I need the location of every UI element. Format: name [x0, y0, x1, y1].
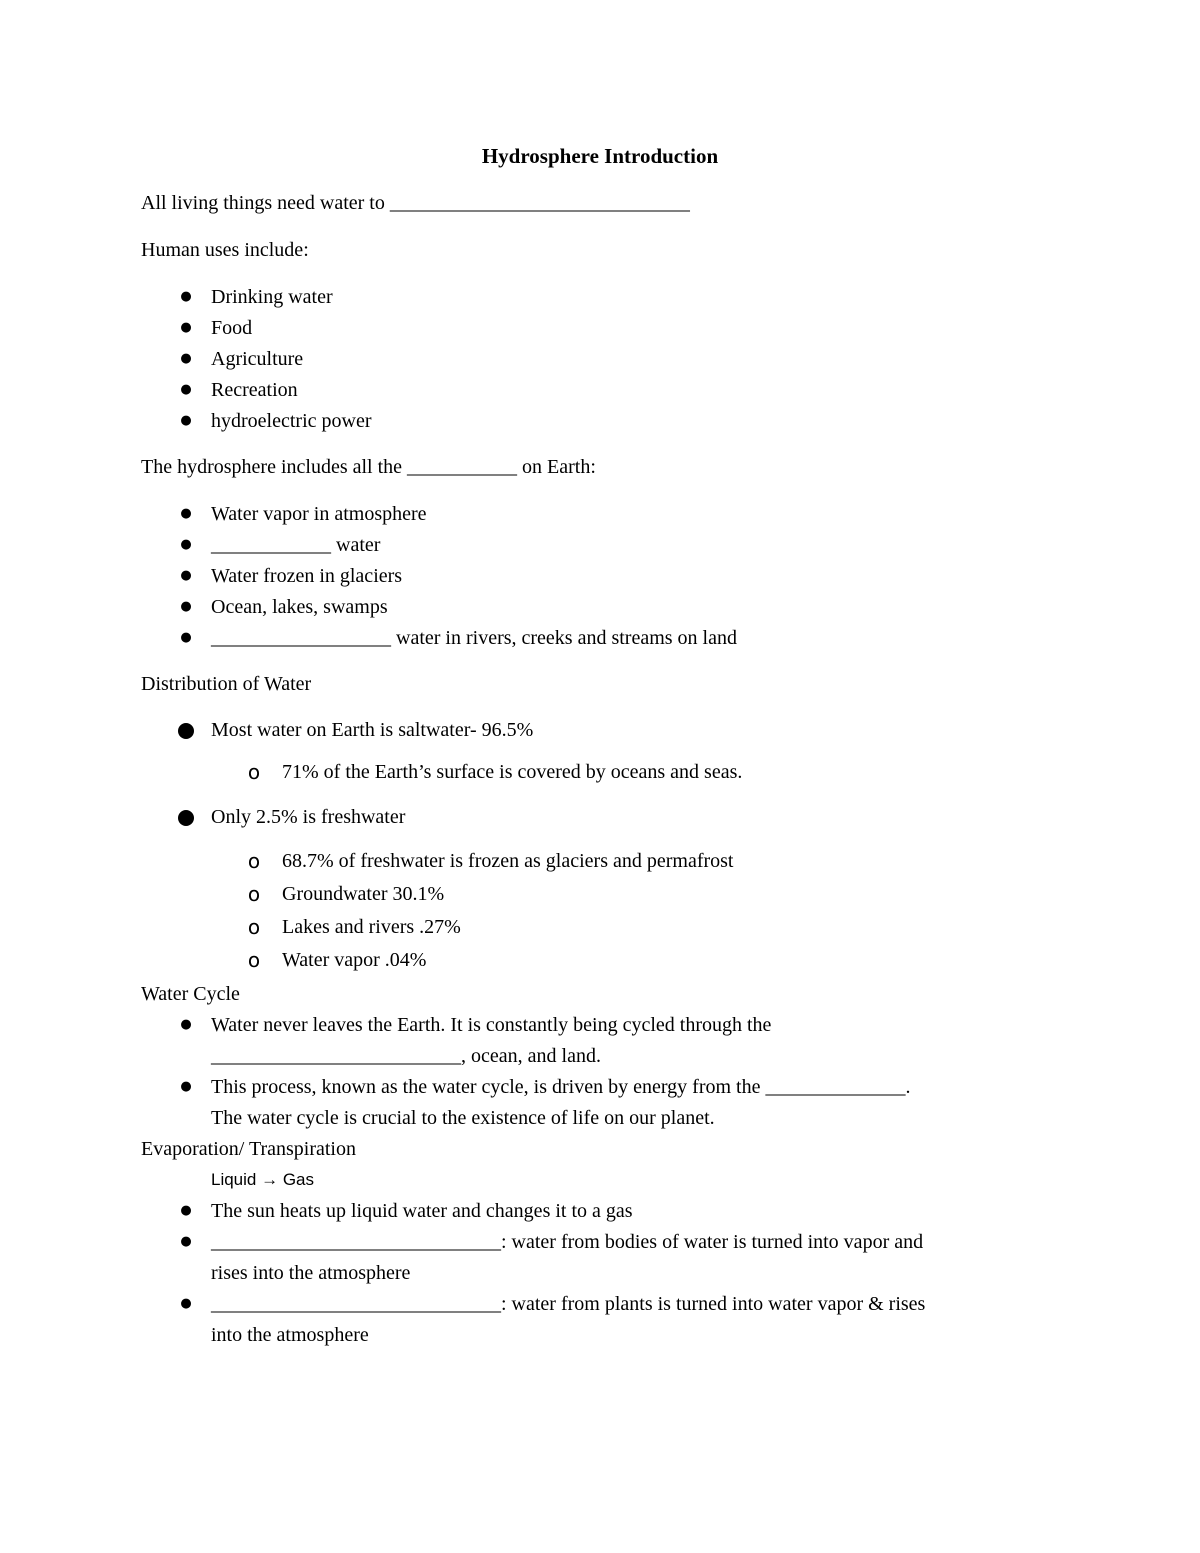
- bullet-icon: ●: [180, 1203, 192, 1218]
- bullet-icon: ●: [180, 599, 192, 614]
- hydrosphere-line: The hydrosphere includes all the ___________ on Earth:: [141, 456, 596, 478]
- list-item-line: Water never leaves the Earth. It is constantly being cycled through the: [211, 1014, 772, 1036]
- circle-bullet-icon: o: [247, 882, 261, 906]
- circle-bullet-icon: o: [247, 849, 261, 873]
- list-item: __________________ water in rivers, creeks and streams on land: [211, 627, 737, 649]
- circle-bullet-icon: o: [247, 915, 261, 939]
- bullet-icon: [176, 716, 196, 744]
- list-item: Most water on Earth is saltwater- 96.5%: [211, 719, 534, 741]
- list-item: ____________ water: [211, 534, 381, 556]
- bullet-icon: ●: [180, 413, 192, 428]
- list-item-line: into the atmosphere: [211, 1324, 369, 1346]
- list-item: Only 2.5% is freshwater: [211, 806, 406, 828]
- bullet-icon: ●: [180, 568, 192, 583]
- bullet-icon: [176, 803, 196, 831]
- bullet-icon: ●: [180, 630, 192, 645]
- list-item: Ocean, lakes, swamps: [211, 596, 388, 618]
- sub-list-item: 71% of the Earth’s surface is covered by oceans and seas.: [282, 761, 743, 783]
- list-item-line: _________________________, ocean, and land.: [211, 1045, 601, 1067]
- bullet-icon: ●: [180, 506, 192, 521]
- bullet-icon: ●: [180, 1079, 192, 1094]
- water-cycle-heading: Water Cycle: [141, 983, 240, 1005]
- bullet-icon: ●: [180, 289, 192, 304]
- bullet-icon: ●: [180, 1296, 192, 1311]
- list-item-line: The water cycle is crucial to the existence of life on our planet.: [211, 1107, 715, 1129]
- sub-list-item: Water vapor .04%: [282, 949, 427, 971]
- bullet-icon: ●: [180, 382, 192, 397]
- list-item: Food: [211, 317, 253, 339]
- list-item-line: rises into the atmosphere: [211, 1262, 411, 1284]
- page-title: Hydrosphere Introduction: [481, 144, 719, 168]
- bullet-icon: ●: [180, 351, 192, 366]
- list-item-line: This process, known as the water cycle, is driven by energy from the ______________.: [211, 1076, 911, 1098]
- list-item: Recreation: [211, 379, 298, 401]
- list-item-line: _____________________________: water from bodies of water is turned into vapor and: [211, 1231, 924, 1253]
- evaporation-heading: Evaporation/ Transpiration: [141, 1138, 356, 1160]
- sub-list-item: Groundwater 30.1%: [282, 883, 445, 905]
- circle-bullet-icon: o: [247, 760, 261, 784]
- list-item: hydroelectric power: [211, 410, 372, 432]
- bullet-icon: ●: [180, 1017, 192, 1032]
- intro-line-need-water: All living things need water to ______________________________: [141, 192, 690, 214]
- bullet-icon: ●: [180, 320, 192, 335]
- sub-list-item: 68.7% of freshwater is frozen as glaciers and permafrost: [282, 850, 734, 872]
- list-item: Agriculture: [211, 348, 304, 370]
- sub-list-item: Lakes and rivers .27%: [282, 916, 461, 938]
- distribution-heading: Distribution of Water: [141, 673, 312, 695]
- list-item-line: The sun heats up liquid water and changes it to a gas: [211, 1200, 633, 1222]
- list-item-line: _____________________________: water from plants is turned into water vapor & rises: [211, 1293, 926, 1315]
- list-item: Water frozen in glaciers: [211, 565, 403, 587]
- circle-bullet-icon: o: [247, 948, 261, 972]
- list-item: Water vapor in atmosphere: [211, 503, 427, 525]
- bullet-icon: ●: [180, 537, 192, 552]
- list-item: Drinking water: [211, 286, 333, 308]
- intro-line-human-uses: Human uses include:: [141, 239, 309, 261]
- bullet-icon: ●: [180, 1234, 192, 1249]
- liquid-to-gas-note: Liquid → Gas: [211, 1170, 314, 1189]
